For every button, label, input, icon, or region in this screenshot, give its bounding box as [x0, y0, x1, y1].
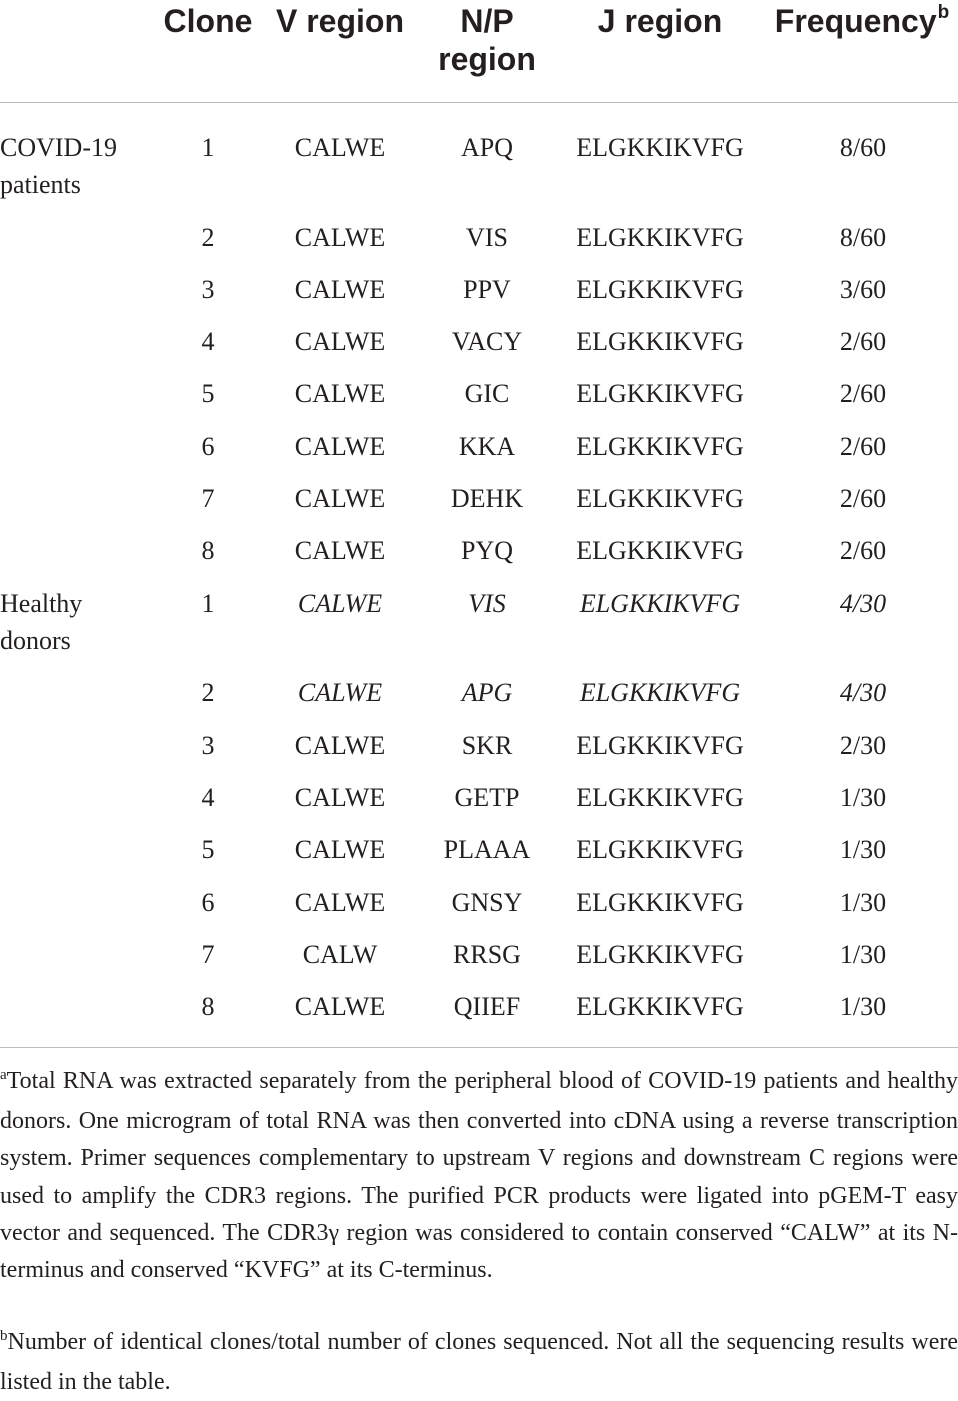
cell-j-region: ELGKKIKVFG [576, 940, 744, 969]
cell-clone: 7 [201, 940, 215, 969]
cell-v-region: CALWE [294, 992, 386, 1021]
cell-np-region: GIC [464, 379, 510, 408]
header-frequency [766, 2, 958, 46]
cell-np-region: PLAAA [443, 835, 531, 864]
cell-frequency: 3/60 [839, 275, 887, 304]
cell-j-region: ELGKKIKVFG [576, 133, 744, 162]
cell-frequency: 1/30 [839, 940, 887, 969]
footnote-b-mark: b [0, 1328, 8, 1344]
cell-frequency: 1/30 [839, 888, 887, 917]
cell-frequency: 8/60 [839, 223, 887, 252]
cell-np-region: KKA [458, 432, 516, 461]
cell-np-region: VIS [468, 589, 506, 618]
cell-clone: 1 [201, 589, 215, 618]
cell-np-region: GNSY [451, 888, 523, 917]
cell-j-region: ELGKKIKVFG [576, 992, 744, 1021]
cell-j-region: ELGKKIKVFG [576, 223, 744, 252]
group-healthy-line1: Healthy [0, 589, 83, 618]
cell-np-region: GETP [454, 783, 520, 812]
cell-v-region: CALWE [294, 432, 386, 461]
cell-frequency: 1/30 [839, 992, 887, 1021]
cell-frequency: 2/60 [839, 432, 887, 461]
cell-v-region: CALWE [294, 731, 386, 760]
cell-clone: 8 [201, 536, 215, 565]
cell-frequency: 2/60 [839, 379, 887, 408]
cell-np-region: APG [461, 678, 513, 707]
cell-v-region: CALWE [294, 888, 386, 917]
cell-frequency: 2/60 [839, 327, 887, 356]
header-np-region [417, 2, 557, 78]
cell-clone: 4 [201, 327, 215, 356]
header-j-region: J region [597, 3, 723, 39]
table-header [0, 0, 958, 102]
cell-j-region: ELGKKIKVFG [576, 379, 744, 408]
cell-clone: 4 [201, 783, 215, 812]
header-np-line2: region [438, 41, 536, 77]
header-frequency-footnote-mark: b [937, 2, 950, 23]
cell-clone: 6 [201, 888, 215, 917]
cell-frequency: 4/30 [839, 589, 887, 618]
cell-v-region: CALWE [294, 484, 386, 513]
cell-v-region: CALWE [294, 835, 386, 864]
cell-np-region: PYQ [460, 536, 513, 565]
footnote-b [0, 1324, 958, 1401]
cell-frequency: 1/30 [839, 783, 887, 812]
cell-j-region: ELGKKIKVFG [576, 835, 744, 864]
footnote-a-mark: a [0, 1067, 7, 1083]
cell-j-region: ELGKKIKVFG [576, 327, 744, 356]
cell-v-region: CALW [302, 940, 378, 969]
cell-np-region: PPV [463, 275, 511, 304]
cell-np-region: RRSG [453, 940, 521, 969]
cell-j-region: ELGKKIKVFG [579, 678, 741, 707]
cell-frequency: 2/60 [839, 536, 887, 565]
cell-v-region: CALWE [294, 536, 386, 565]
cell-clone: 8 [201, 992, 215, 1021]
footnote-b-text: Number of identical clones/total number of clones sequenced. Not all the sequencing results were listed in the table. [0, 1329, 958, 1396]
header-clone: Clone [163, 3, 253, 39]
cell-j-region: ELGKKIKVFG [576, 432, 744, 461]
header-v-region: V region [275, 3, 404, 39]
cell-np-region: VACY [451, 327, 523, 356]
group-covid-line1: COVID-19 [0, 133, 117, 162]
cell-j-region: ELGKKIKVFG [576, 783, 744, 812]
cell-v-region: CALWE [297, 589, 383, 618]
cell-clone: 5 [201, 835, 215, 864]
cell-j-region: ELGKKIKVFG [576, 536, 744, 565]
cell-clone: 3 [201, 275, 215, 304]
cell-v-region: CALWE [294, 275, 386, 304]
header-np-line1: N/P [460, 3, 514, 39]
cell-np-region: DEHK [450, 484, 524, 513]
cell-frequency: 2/30 [839, 731, 887, 760]
footnote-a-text: Total RNA was extracted separately from the peripheral blood of COVID-19 patients and healthy donors. One microgram of total RNA was then converted into cDNA using a reverse transcription system. Primer sequences complementary to upstream V regions and downstream C regions were used to amplify the CDR3 regions. The purified PCR products were ligated into pGEM-T easy vector and sequenced. The CDR3γ region was considered to contain conserved “CALW” at its N-terminus and conserved “KVFG” at its C-terminus. [0, 1068, 958, 1284]
cell-frequency: 4/30 [839, 678, 887, 707]
header-frequency-label: Frequency [774, 3, 937, 39]
footnote-a [0, 1063, 958, 1289]
group-healthy-line2: donors [0, 626, 71, 655]
cell-v-region: CALWE [297, 678, 383, 707]
cell-frequency: 2/60 [839, 484, 887, 513]
cell-clone: 7 [201, 484, 215, 513]
footer-rule [0, 1047, 958, 1048]
cell-clone: 6 [201, 432, 215, 461]
cell-v-region: CALWE [294, 783, 386, 812]
cell-np-region: QIIEF [453, 992, 521, 1021]
cell-clone: 1 [201, 133, 215, 162]
cell-j-region: ELGKKIKVFG [576, 731, 744, 760]
cell-j-region: ELGKKIKVFG [576, 275, 744, 304]
cell-np-region: APQ [460, 133, 513, 162]
cell-v-region: CALWE [294, 327, 386, 356]
cell-j-region: ELGKKIKVFG [579, 589, 741, 618]
cell-frequency: 8/60 [839, 133, 887, 162]
cell-np-region: SKR [461, 731, 513, 760]
cell-v-region: CALWE [294, 133, 386, 162]
cell-clone: 5 [201, 379, 215, 408]
cell-clone: 2 [201, 223, 215, 252]
cell-np-region: VIS [466, 223, 508, 252]
cell-j-region: ELGKKIKVFG [576, 888, 744, 917]
cell-frequency: 1/30 [839, 835, 887, 864]
cell-j-region: ELGKKIKVFG [576, 484, 744, 513]
cell-clone: 3 [201, 731, 215, 760]
cell-v-region: CALWE [294, 223, 386, 252]
header-rule [0, 102, 958, 103]
cell-clone: 2 [201, 678, 215, 707]
group-covid-line2: patients [0, 170, 81, 199]
cell-v-region: CALWE [294, 379, 386, 408]
